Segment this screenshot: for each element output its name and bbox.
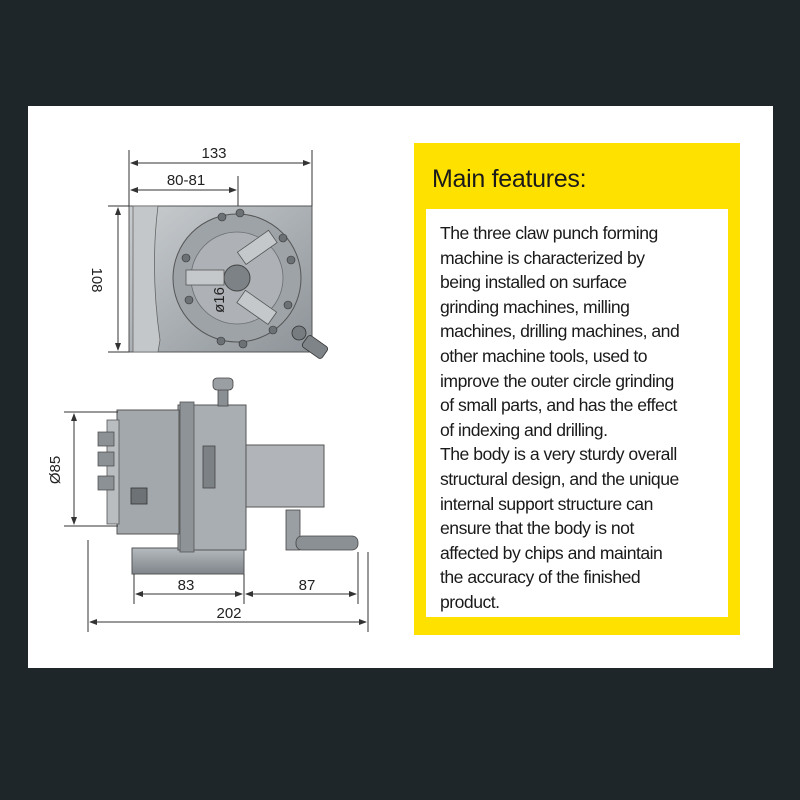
spindle-shaft bbox=[246, 445, 324, 507]
dim-80-81: 80-81 bbox=[166, 172, 206, 189]
dim-133: 133 bbox=[201, 145, 227, 162]
chuck-body-side bbox=[117, 410, 179, 534]
top-knob bbox=[213, 378, 233, 390]
crank-handle bbox=[296, 536, 358, 550]
indexing-plate bbox=[180, 402, 194, 552]
jaw-left bbox=[186, 270, 224, 285]
features-callout bbox=[414, 143, 740, 635]
chuck-key-slot bbox=[131, 488, 147, 504]
bore-label: ø16 bbox=[211, 287, 228, 313]
features-description: The three claw punch forming machine is characterized by being installed on surface grinding machines, milling machines, drilling machines, and other machine tools, used to improve the outer circle grinding of small parts, and has the effect of indexing and drilling. The body is a very sturdy overall structural design, and the unique internal support structure can ensure that the body is not affected by chips and maintain the accuracy of the finished product. bbox=[440, 223, 680, 612]
dim-83: 83 bbox=[177, 577, 195, 594]
side-jaws bbox=[98, 432, 114, 490]
body-window bbox=[203, 446, 215, 488]
top-view bbox=[129, 206, 329, 360]
dim-202: 202 bbox=[216, 605, 242, 622]
lock-knob bbox=[292, 326, 306, 340]
dim-108: 108 bbox=[88, 267, 105, 293]
features-text-box bbox=[426, 209, 728, 617]
top-knob-stem bbox=[218, 388, 228, 406]
dim-85: Ø85 bbox=[47, 455, 64, 485]
features-title: Main features: bbox=[432, 165, 587, 193]
dim-87: 87 bbox=[298, 577, 316, 594]
side-view bbox=[98, 378, 358, 574]
